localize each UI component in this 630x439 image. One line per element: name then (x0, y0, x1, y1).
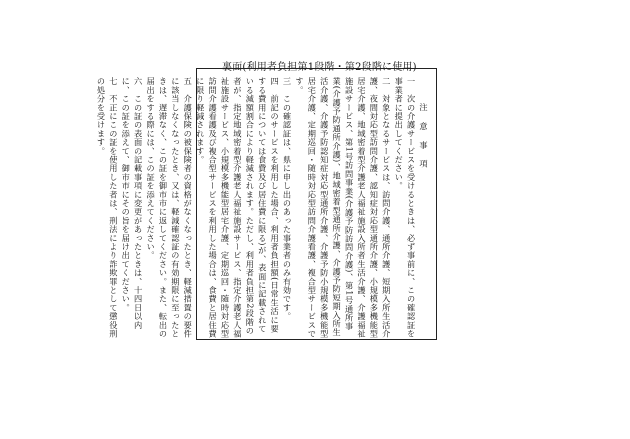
notice-item (393, 77, 418, 339)
notice-item (294, 77, 393, 339)
notice-item (95, 77, 120, 339)
item-text: 不正にこの証を使用した者は、刑法により詐欺罪として懲役刑の処分を受けます。 (96, 77, 119, 339)
item-number: 一 (406, 77, 417, 86)
item-number: 六 (133, 77, 144, 86)
notice-item (120, 77, 145, 339)
item-text: 介護保険の被保険者の資格がなくなったとき、軽減措置の要件に該当しなくなったとき、又は、軽減確認証の有効期限に至ったときは、遅滞なく、この証を御市市に返してください。また、転出の届出をする際には、この証を添えてください。 (146, 77, 194, 339)
item-number: 五 (183, 77, 194, 86)
notice-item (145, 77, 195, 339)
notice-item (194, 77, 281, 339)
notice-heading: 注 意 事 項 (419, 103, 429, 172)
item-text: 次の介護サービスを受けるときは、必ず事前に、この確認証を事業者に提出してください。 (394, 77, 417, 339)
item-text: この証の表面の記載事項に変更があったときは、十四日以内に、この証を添えて、御市市にその旨を届け出てください。 (121, 77, 144, 330)
notice-item (281, 77, 293, 339)
card-title: 裏面(利用者負担第1段階・第2段階に使用) (222, 62, 417, 73)
item-text: 対象となるサービスは、訪問介護、通所介護、短期入所生活介護、夜間対応型訪問介護、認知症対応型通所介護、小規模多機能型居宅介護、地域密着型介護老人福祉施設入所者生活介護、介護福祉施設サービス、第1号訪問事業(介護予防訪問介護)、第1号通所事業(介護予防通所介護)、地域密着型通所介護、介護予防短期入所生活介護、介護予防認知症対応型通所介護、介護予防小規模多機能型居宅介護、定期巡回・随時対応型訪問介護看護、複合型サービスです。 (294, 77, 392, 339)
item-number: 三 (282, 77, 293, 86)
item-text: この確認証は、県に申し出のあった事業者のみ有効です。 (282, 94, 293, 321)
notice-text-block (96, 77, 430, 339)
item-number: 二 (381, 77, 392, 86)
notice-card (96, 68, 437, 340)
item-number: 七 (108, 77, 119, 86)
item-text: 前記のサービスを利用した場合、利用者負担額(日常生活に要する費用については食費及び居住費に限る)が、表面に記載されている減額割合により軽減されます。ただし、利用者負担第2段階の者が、指定地域密着型介護老人福祉施設サービス、指定介護老人福祉施設サービス、小規模多機能型居宅介護、定期巡回・随時対応型訪問介護看護及び複合型サービスを利用した場合は、食費と居住費に限り軽減されます。 (195, 77, 281, 338)
item-number: 四 (270, 77, 281, 86)
